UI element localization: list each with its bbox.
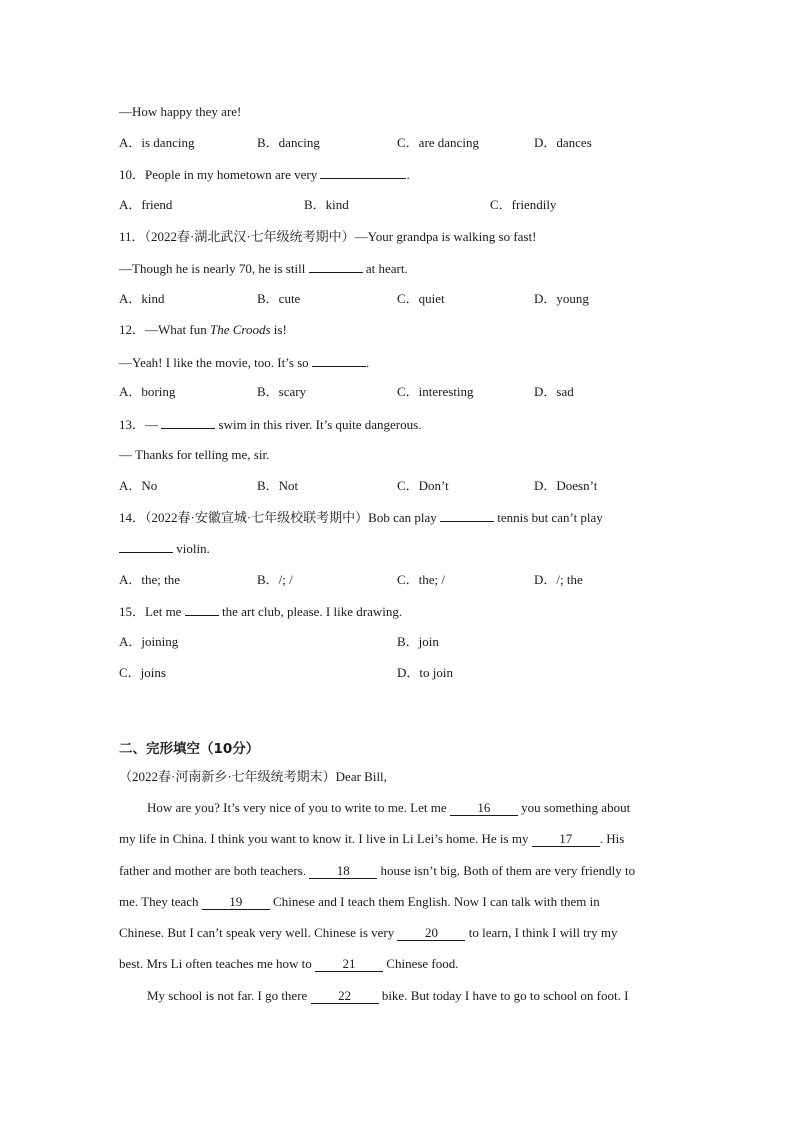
- q11-option-a: A．kind: [119, 291, 165, 306]
- q15-option-c: C．joins: [119, 665, 166, 680]
- q13-dialog-line: — Thanks for telling me, sir.: [119, 447, 270, 462]
- numbered-blank: 17: [532, 832, 600, 847]
- answer-blank: [119, 540, 173, 553]
- q11-option-d: D．young: [534, 291, 589, 306]
- passage-line: me. They teach 19 Chinese and I teach them English. Now I can talk with them in: [119, 894, 600, 909]
- numbered-blank: 21: [315, 957, 383, 972]
- q14-option-d: D．/; the: [534, 572, 583, 587]
- q10-stem: 10．People in my hometown are very .: [119, 167, 410, 182]
- q14-option-c: C．the; /: [397, 572, 446, 587]
- answer-blank: [309, 260, 363, 273]
- q15-stem: 15．Let me the art club, please. I like drawing.: [119, 604, 403, 619]
- q11-stem: 11．（2022春·湖北武汉·七年级统考期中）—Your grandpa is walking so fast!: [119, 229, 537, 244]
- q12-dialog-line: —Yeah! I like the movie, too. It’s so .: [119, 355, 370, 370]
- passage-line: best. Mrs Li often teaches me how to 21 Chinese food.: [119, 956, 459, 971]
- q9-option-a: A．is dancing: [119, 135, 195, 150]
- numbered-blank: 22: [311, 989, 379, 1004]
- numbered-blank: 19: [202, 895, 270, 910]
- q13-stem: 13．— swim in this river. It’s quite dangerous.: [119, 417, 422, 432]
- q14-option-a: A．the; the: [119, 572, 181, 587]
- q11-option-b: B．cute: [257, 291, 301, 306]
- answer-blank: [185, 603, 219, 616]
- q13-option-b: B．Not: [257, 478, 299, 493]
- q15-option-d: D．to join: [397, 665, 453, 680]
- q12-option-b: B．scary: [257, 384, 307, 399]
- q13-option-a: A．No: [119, 478, 158, 493]
- q14-option-b: B．/; /: [257, 572, 293, 587]
- q9-option-b: B．dancing: [257, 135, 320, 150]
- answer-blank: [320, 166, 406, 179]
- numbered-blank: 16: [450, 801, 518, 816]
- q15-option-a: A．joining: [119, 634, 179, 649]
- passage-line: My school is not far. I go there 22 bike. But today I have to go to school on foot. I: [147, 988, 629, 1003]
- q14-stem: 14．（2022春·安徽宣城·七年级校联考期中）Bob can play tennis but can’t play: [119, 510, 603, 525]
- q11-dialog-line: —Though he is nearly 70, he is still at heart.: [119, 261, 408, 276]
- q14-stem-cont: violin.: [119, 540, 210, 557]
- q10-option-a: A．friend: [119, 197, 173, 212]
- q9-option-d: D．dances: [534, 135, 592, 150]
- section-heading: 二、完形填空（10分）: [119, 741, 260, 757]
- answer-blank: [161, 416, 215, 429]
- q12-stem: 12．—What fun The Croods is!: [119, 322, 287, 337]
- q9-option-c: C．are dancing: [397, 135, 479, 150]
- passage-source: （2022春·河南新乡·七年级统考期末）Dear Bill,: [119, 769, 387, 784]
- answer-blank: [312, 354, 366, 367]
- passage-line: Chinese. But I can’t speak very well. Chinese is very 20 to learn, I think I will try my: [119, 925, 618, 940]
- numbered-blank: 18: [309, 864, 377, 879]
- passage-line: my life in China. I think you want to know it. I live in Li Lei’s home. He is my 17 . His: [119, 831, 625, 846]
- answer-blank: [440, 509, 494, 522]
- numbered-blank: 20: [397, 926, 465, 941]
- q10-option-b: B．kind: [304, 197, 349, 212]
- passage-line: father and mother are both teachers. 18 house isn’t big. Both of them are very friendly to: [119, 863, 636, 878]
- q11-option-c: C．quiet: [397, 291, 445, 306]
- q12-option-a: A．boring: [119, 384, 176, 399]
- passage-line: How are you? It’s very nice of you to write to me. Let me 16 you something about: [147, 800, 631, 815]
- q13-option-d: D．Doesn’t: [534, 478, 598, 493]
- q12-option-c: C．interesting: [397, 384, 474, 399]
- q13-option-c: C．Don’t: [397, 478, 449, 493]
- q15-option-b: B．join: [397, 634, 439, 649]
- q9-dialog-line: —How happy they are!: [119, 104, 242, 119]
- q10-option-c: C．friendily: [490, 197, 557, 212]
- q12-option-d: D．sad: [534, 384, 574, 399]
